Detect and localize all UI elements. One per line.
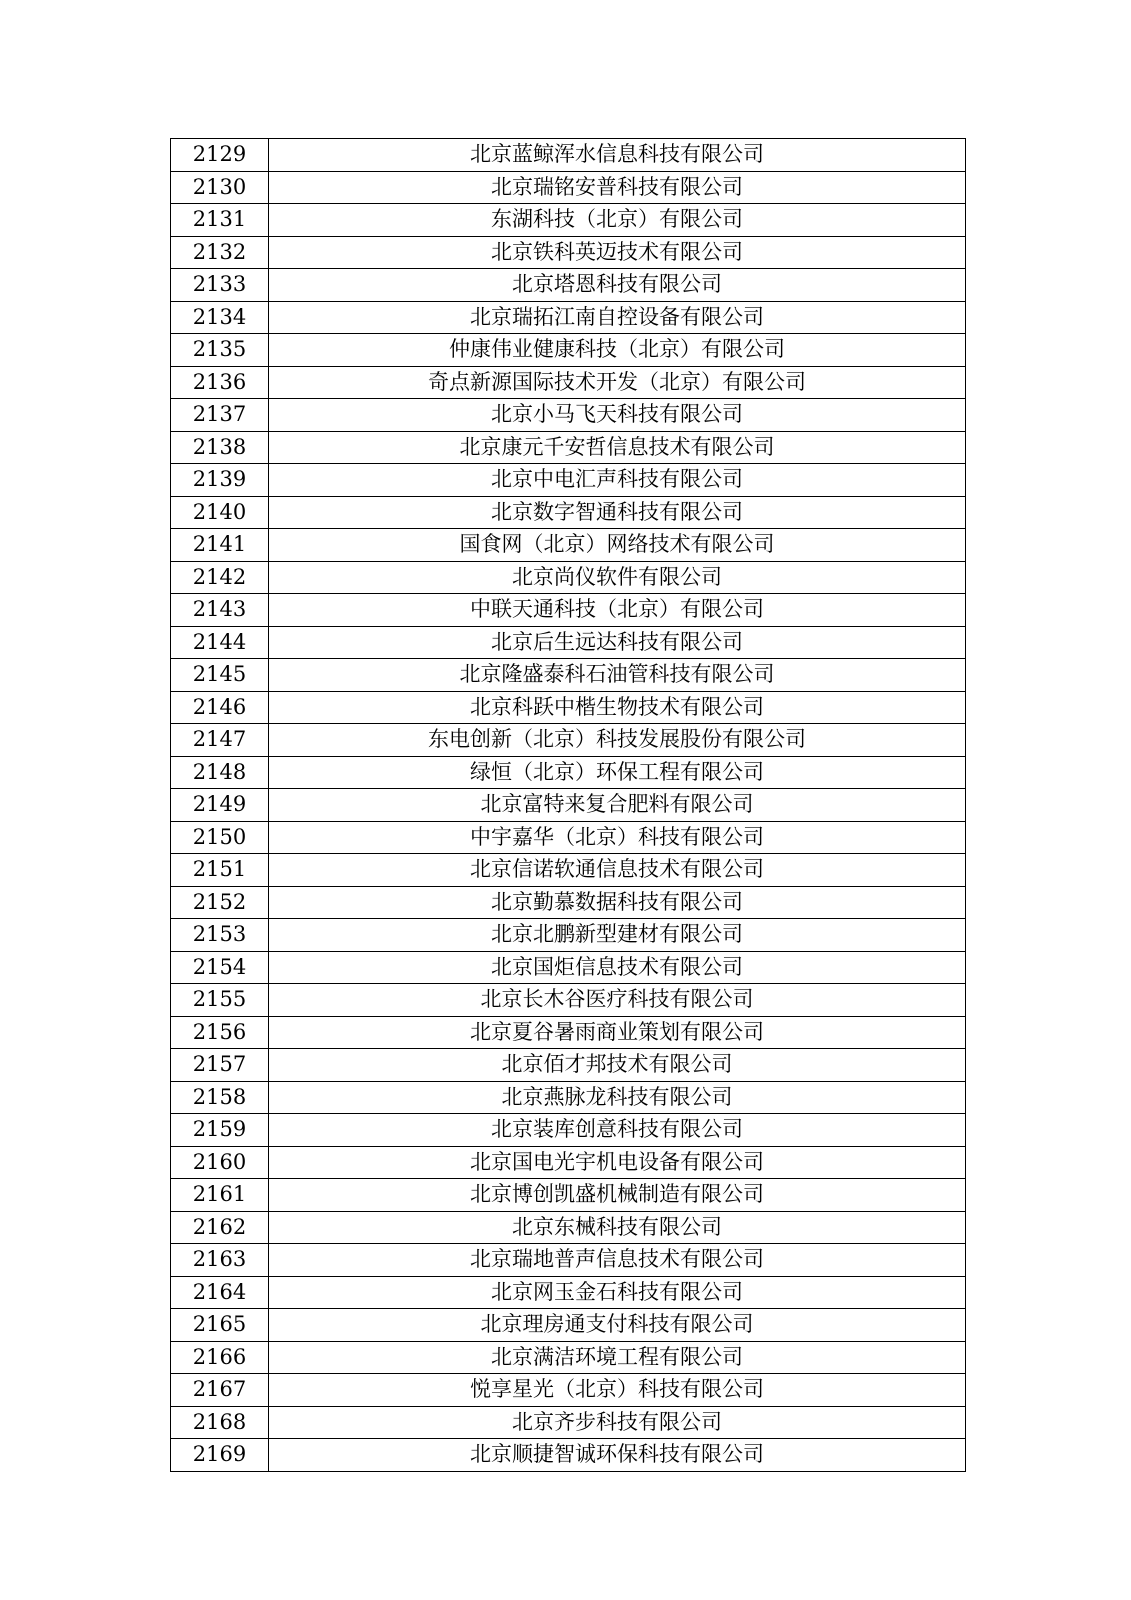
company-name: 北京瑞铭安普科技有限公司 — [269, 171, 966, 204]
row-number: 2149 — [171, 789, 269, 822]
row-number: 2131 — [171, 204, 269, 237]
table-row — [171, 1309, 966, 1342]
row-number: 2168 — [171, 1406, 269, 1439]
row-number: 2162 — [171, 1211, 269, 1244]
company-name: 北京科跃中楷生物技术有限公司 — [269, 691, 966, 724]
company-name: 北京后生远达科技有限公司 — [269, 626, 966, 659]
table-row — [171, 1276, 966, 1309]
table-row — [171, 366, 966, 399]
company-list-body — [171, 139, 966, 1472]
company-name: 北京博创凯盛机械制造有限公司 — [269, 1179, 966, 1212]
table-row — [171, 431, 966, 464]
row-number: 2154 — [171, 951, 269, 984]
table-row — [171, 626, 966, 659]
table-row — [171, 1049, 966, 1082]
company-name: 北京瑞拓江南自控设备有限公司 — [269, 301, 966, 334]
company-name: 北京理房通支付科技有限公司 — [269, 1309, 966, 1342]
table-row — [171, 821, 966, 854]
company-name: 北京瑞地普声信息技术有限公司 — [269, 1244, 966, 1277]
table-row — [171, 1179, 966, 1212]
company-name: 北京北鹏新型建材有限公司 — [269, 919, 966, 952]
table-row — [171, 1016, 966, 1049]
company-name: 北京燕脉龙科技有限公司 — [269, 1081, 966, 1114]
row-number: 2164 — [171, 1276, 269, 1309]
row-number: 2163 — [171, 1244, 269, 1277]
table-row — [171, 691, 966, 724]
row-number: 2151 — [171, 854, 269, 887]
table-row — [171, 334, 966, 367]
company-name: 奇点新源国际技术开发（北京）有限公司 — [269, 366, 966, 399]
table-row — [171, 399, 966, 432]
company-name: 绿恒（北京）环保工程有限公司 — [269, 756, 966, 789]
row-number: 2136 — [171, 366, 269, 399]
table-row — [171, 139, 966, 172]
company-name: 北京齐步科技有限公司 — [269, 1406, 966, 1439]
table-row — [171, 561, 966, 594]
table-row — [171, 659, 966, 692]
row-number: 2166 — [171, 1341, 269, 1374]
row-number: 2133 — [171, 269, 269, 302]
row-number: 2140 — [171, 496, 269, 529]
company-name: 北京国炬信息技术有限公司 — [269, 951, 966, 984]
row-number: 2153 — [171, 919, 269, 952]
company-name: 北京装库创意科技有限公司 — [269, 1114, 966, 1147]
company-name: 北京塔恩科技有限公司 — [269, 269, 966, 302]
table-row — [171, 951, 966, 984]
company-name: 北京网玉金石科技有限公司 — [269, 1276, 966, 1309]
row-number: 2155 — [171, 984, 269, 1017]
table-row — [171, 496, 966, 529]
table-row — [171, 1081, 966, 1114]
table-row — [171, 789, 966, 822]
company-name: 北京佰才邦技术有限公司 — [269, 1049, 966, 1082]
row-number: 2156 — [171, 1016, 269, 1049]
row-number: 2146 — [171, 691, 269, 724]
table-row — [171, 1244, 966, 1277]
row-number: 2169 — [171, 1439, 269, 1472]
company-name: 北京长木谷医疗科技有限公司 — [269, 984, 966, 1017]
table-row — [171, 1114, 966, 1147]
company-name: 北京隆盛泰科石油管科技有限公司 — [269, 659, 966, 692]
company-name: 北京铁科英迈技术有限公司 — [269, 236, 966, 269]
row-number: 2134 — [171, 301, 269, 334]
row-number: 2142 — [171, 561, 269, 594]
row-number: 2160 — [171, 1146, 269, 1179]
table-row — [171, 984, 966, 1017]
company-name: 北京康元千安哲信息技术有限公司 — [269, 431, 966, 464]
company-name: 悦享星光（北京）科技有限公司 — [269, 1374, 966, 1407]
table-row — [171, 919, 966, 952]
row-number: 2165 — [171, 1309, 269, 1342]
row-number: 2158 — [171, 1081, 269, 1114]
company-name: 仲康伟业健康科技（北京）有限公司 — [269, 334, 966, 367]
row-number: 2159 — [171, 1114, 269, 1147]
company-name: 北京数字智通科技有限公司 — [269, 496, 966, 529]
company-name: 北京夏谷暑雨商业策划有限公司 — [269, 1016, 966, 1049]
table-row — [171, 301, 966, 334]
table-row — [171, 854, 966, 887]
table-row — [171, 756, 966, 789]
row-number: 2144 — [171, 626, 269, 659]
table-row — [171, 1146, 966, 1179]
row-number: 2147 — [171, 724, 269, 757]
row-number: 2137 — [171, 399, 269, 432]
table-row — [171, 724, 966, 757]
row-number: 2132 — [171, 236, 269, 269]
table-row — [171, 594, 966, 627]
row-number: 2141 — [171, 529, 269, 562]
row-number: 2143 — [171, 594, 269, 627]
row-number: 2167 — [171, 1374, 269, 1407]
row-number: 2135 — [171, 334, 269, 367]
company-name: 北京小马飞天科技有限公司 — [269, 399, 966, 432]
row-number: 2161 — [171, 1179, 269, 1212]
table-row — [171, 236, 966, 269]
row-number: 2138 — [171, 431, 269, 464]
row-number: 2148 — [171, 756, 269, 789]
company-name: 北京东械科技有限公司 — [269, 1211, 966, 1244]
table-row — [171, 1211, 966, 1244]
row-number: 2145 — [171, 659, 269, 692]
company-name: 中宇嘉华（北京）科技有限公司 — [269, 821, 966, 854]
table-row — [171, 204, 966, 237]
table-row — [171, 171, 966, 204]
company-name: 东湖科技（北京）有限公司 — [269, 204, 966, 237]
table-row — [171, 1374, 966, 1407]
company-name: 北京信诺软通信息技术有限公司 — [269, 854, 966, 887]
company-name: 北京蓝鲸浑水信息科技有限公司 — [269, 139, 966, 172]
row-number: 2150 — [171, 821, 269, 854]
company-name: 北京勤慕数据科技有限公司 — [269, 886, 966, 919]
row-number: 2139 — [171, 464, 269, 497]
row-number: 2152 — [171, 886, 269, 919]
row-number: 2129 — [171, 139, 269, 172]
company-list-table — [170, 138, 966, 1472]
company-name: 东电创新（北京）科技发展股份有限公司 — [269, 724, 966, 757]
company-name: 国食网（北京）网络技术有限公司 — [269, 529, 966, 562]
company-name: 北京中电汇声科技有限公司 — [269, 464, 966, 497]
table-row — [171, 1406, 966, 1439]
company-name: 北京国电光宇机电设备有限公司 — [269, 1146, 966, 1179]
table-row — [171, 1439, 966, 1472]
company-name: 北京富特来复合肥料有限公司 — [269, 789, 966, 822]
company-name: 中联天通科技（北京）有限公司 — [269, 594, 966, 627]
table-row — [171, 1341, 966, 1374]
table-row — [171, 529, 966, 562]
table-row — [171, 464, 966, 497]
row-number: 2157 — [171, 1049, 269, 1082]
table-row — [171, 269, 966, 302]
company-name: 北京尚仪软件有限公司 — [269, 561, 966, 594]
table-row — [171, 886, 966, 919]
company-name: 北京满洁环境工程有限公司 — [269, 1341, 966, 1374]
company-name: 北京顺捷智诚环保科技有限公司 — [269, 1439, 966, 1472]
row-number: 2130 — [171, 171, 269, 204]
